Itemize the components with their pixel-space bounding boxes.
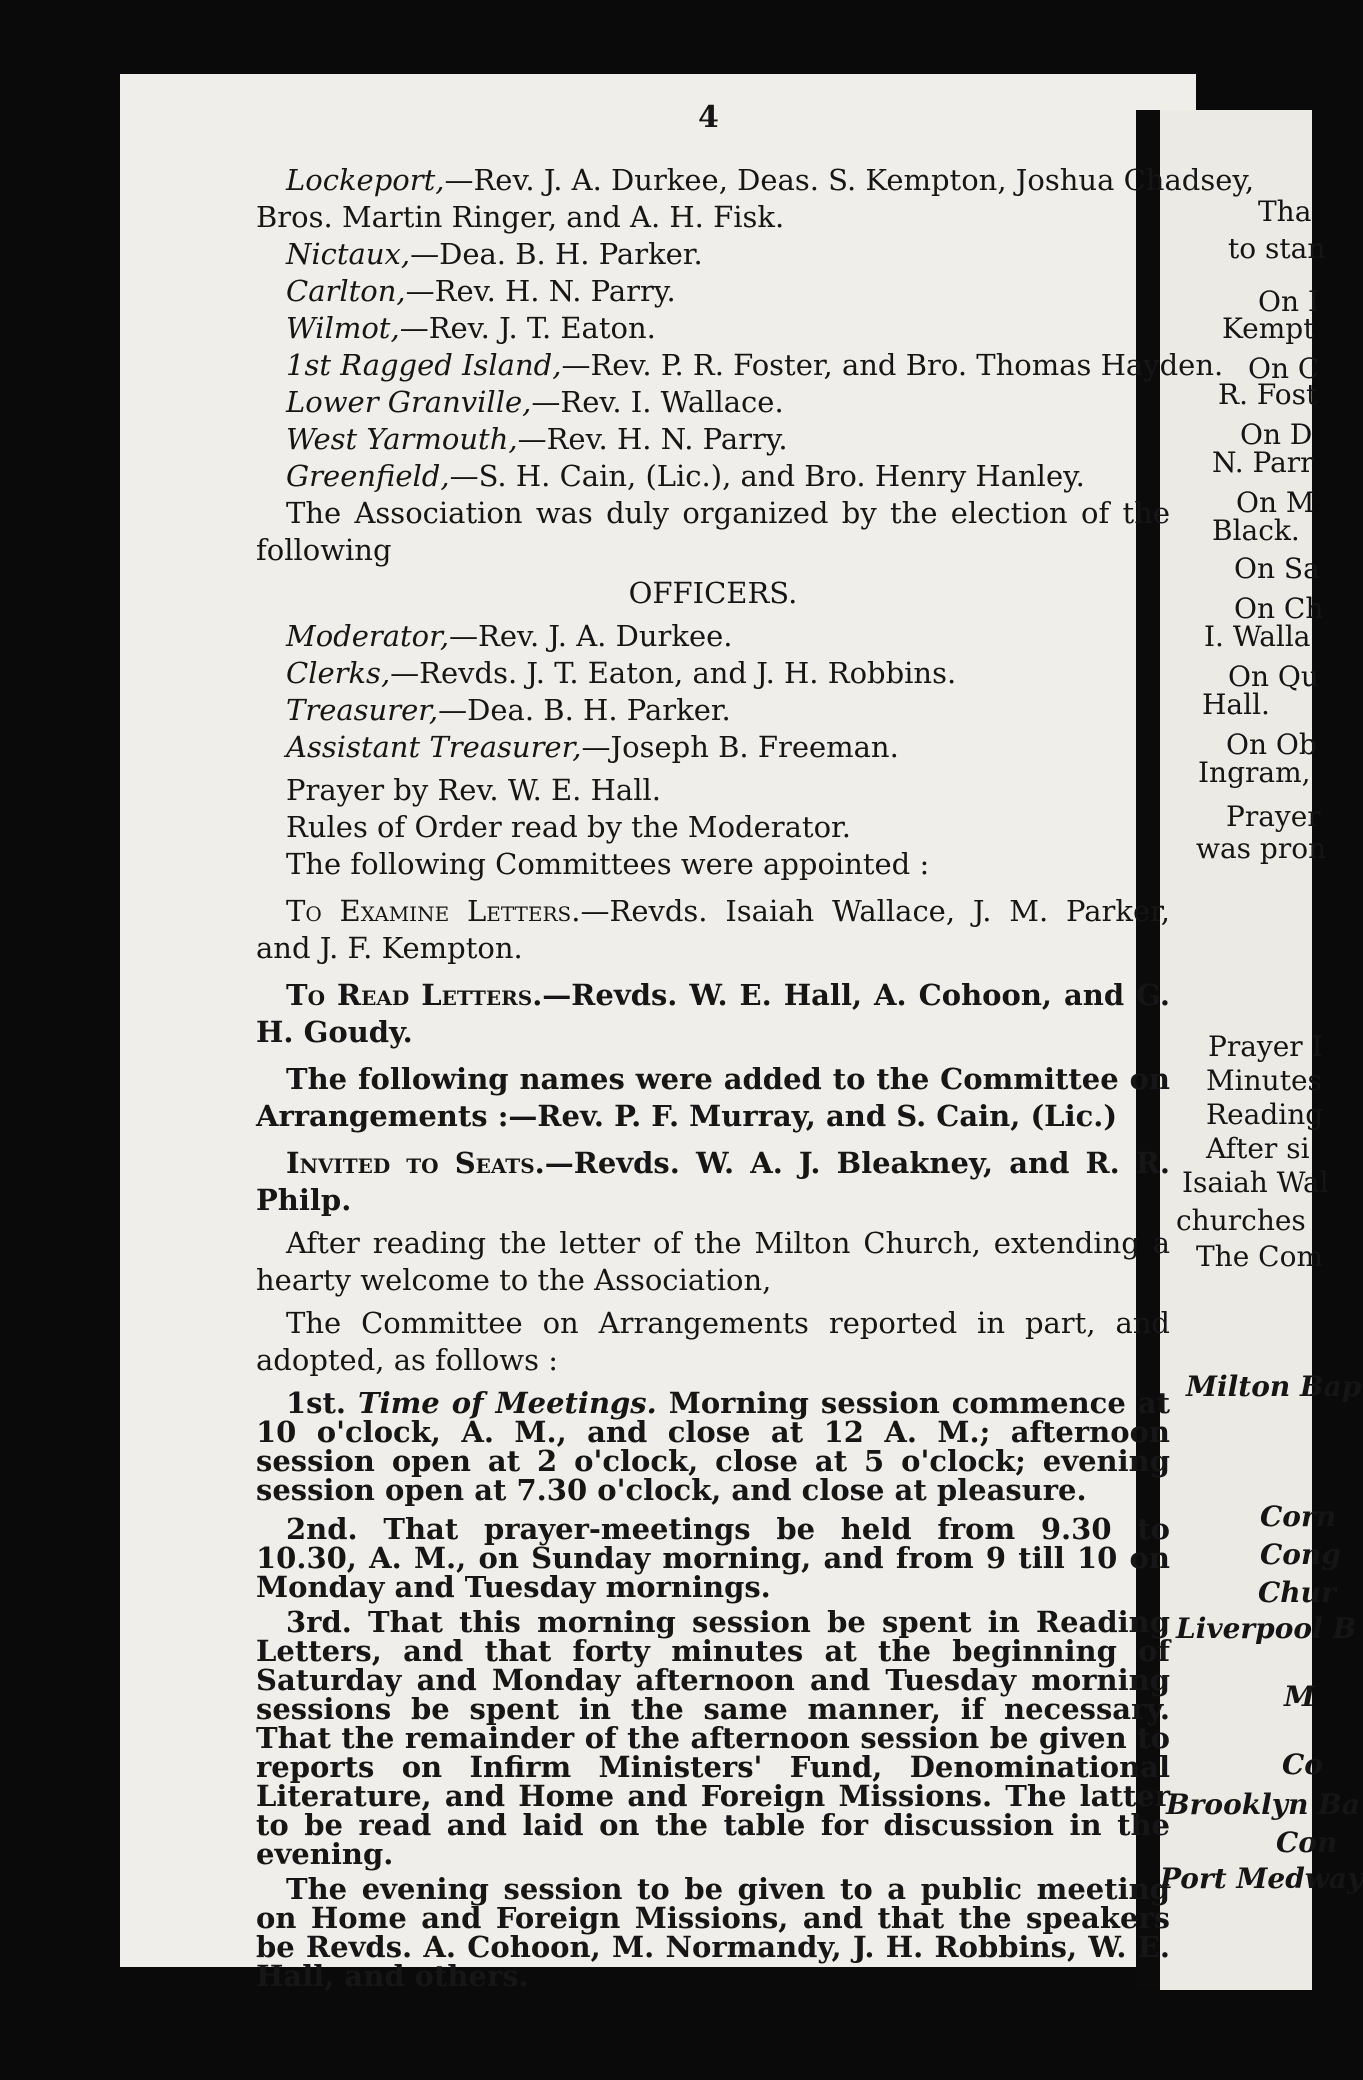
fragment: to stan <box>1228 232 1326 265</box>
examine-letters-paragraph: To Examine Letters.—Revds. Isaiah Wallace, J. M. Parker, and J. F. Kempton. <box>256 894 1171 965</box>
fragment: was pron <box>1196 832 1327 865</box>
fragment: R. Fost <box>1218 378 1318 411</box>
delegate-line: Wilmot,—Rev. J. T. Eaton. <box>286 311 656 345</box>
fragment: Port Medway <box>1160 1862 1363 1895</box>
added-names-paragraph: The following names were added to the Committee on Arrangements :—Rev. P. F. Murray, and S. Cain, (Lic.) <box>256 1062 1170 1133</box>
fragment: Liverpool B <box>1176 1612 1357 1645</box>
delegate-line: West Yarmouth,—Rev. H. N. Parry. <box>286 422 788 456</box>
invited-paragraph: Invited to Seats.—Revds. W. A. J. Bleakney, and R. R. Philp. <box>256 1146 1170 1217</box>
fragment: Tha <box>1258 195 1312 228</box>
item-3-paragraph: 3rd. That this morning session be spent in Reading Letters, and that forty minutes at the beginning of Saturday and Monday afternoon and Tuesday morning sessions be spent in the same manner, if necessary. That the remainder of the afternoon session be given to reports on Infirm Ministers' Fund, Denominational Literature, and Home and Foreign Missions. The latter to be read and laid on the table for discussion in the evening. <box>256 1605 1170 1871</box>
fragment: The Com <box>1196 1240 1324 1273</box>
fragment: Brooklyn Ba <box>1166 1788 1360 1821</box>
organized-paragraph: The Association was duly organized by the election of the following <box>256 496 1170 567</box>
fragment: churches <box>1176 1204 1306 1237</box>
fragment: On Ch <box>1234 592 1324 625</box>
delegate-line: Nictaux,—Dea. B. H. Parker. <box>286 237 703 271</box>
officers-list <box>256 618 1170 766</box>
fragment: On I <box>1258 285 1319 318</box>
fragment: On C <box>1248 352 1320 385</box>
milton-letter-paragraph: After reading the letter of the Milton Church, extending a hearty welcome to the Association, <box>256 1226 1170 1297</box>
fragment: Prayer I <box>1208 1030 1323 1063</box>
fragment: Con <box>1276 1826 1338 1859</box>
fragment: Milton Bap <box>1186 1370 1362 1403</box>
fragment: Cong <box>1260 1538 1341 1571</box>
fragment: I. Walla <box>1204 620 1311 653</box>
fragment: Isaiah Wal <box>1182 1166 1329 1199</box>
delegate-line: Carlton,—Rev. H. N. Parry. <box>286 274 676 308</box>
officer-line: Moderator,—Rev. J. A. Durkee. <box>286 619 733 653</box>
delegate-line: Lower Granville,—Rev. I. Wallace. <box>286 385 784 419</box>
fragment: On Sa <box>1234 552 1320 585</box>
arrangements-paragraph: The Committee on Arrangements reported in part, and adopted, as follows : <box>256 1306 1170 1377</box>
page-number: 4 <box>698 100 719 135</box>
fragment: Prayer <box>1226 800 1321 833</box>
fragment: Corn <box>1260 1500 1337 1533</box>
fragment: Black. <box>1212 514 1300 547</box>
fragment: On M <box>1236 486 1315 519</box>
item-1-paragraph: 1st. Time of Meetings. Morning session commence at 10 o'clock, A. M., and close at 12 A. M.; afternoon session open at 2 o'clock, close at 5 o'clock; evening session open at 7.30 o'clock, and close at pleasure. <box>256 1386 1170 1507</box>
committees-line: The following Committees were appointed : <box>286 847 930 881</box>
officer-line: Treasurer,—Dea. B. H. Parker. <box>286 693 731 727</box>
delegate-line: Lockeport,—Rev. J. A. Durkee, Deas. S. Kempton, Joshua Chadsey, <box>286 163 1255 197</box>
fragment: Ingram, <box>1198 756 1311 789</box>
fragment: M <box>1284 1680 1315 1713</box>
fragment: Reading <box>1206 1098 1324 1131</box>
officer-line: Assistant Treasurer,—Joseph B. Freeman. <box>286 730 899 764</box>
prayer-line: Prayer by Rev. W. E. Hall. <box>286 773 661 807</box>
read-letters-paragraph: To Read Letters.—Revds. W. E. Hall, A. Cohoon, and G. H. Goudy. <box>256 978 1170 1049</box>
fragment: Kempt <box>1222 312 1315 345</box>
fragment: On D <box>1240 418 1313 451</box>
item-2-paragraph: 2nd. That prayer-meetings be held from 9.30 to 10.30, A. M., on Sunday morning, and from 9 till 10 on Monday and Tuesday mornings. <box>256 1512 1170 1604</box>
fragment: On Ob <box>1226 728 1317 761</box>
delegate-line: Bros. Martin Ringer, and A. H. Fisk. <box>256 200 785 234</box>
fragment: Chur <box>1258 1576 1336 1609</box>
fragment: On Qu <box>1228 660 1319 693</box>
fragment: Co <box>1282 1748 1323 1781</box>
fragment: Hall. <box>1202 688 1270 721</box>
delegate-line: 1st Ragged Island,—Rev. P. R. Foster, and Bro. Thomas Hayden. <box>286 348 1224 382</box>
fragment: N. Parr <box>1212 446 1314 479</box>
delegates-list <box>256 162 1255 495</box>
evening-paragraph: The evening session to be given to a public meeting on Home and Foreign Missions, and that the speakers be Revds. A. Cohoon, M. Normandy, J. H. Robbins, W. E. Hall, and others. <box>256 1872 1170 1993</box>
officers-heading: OFFICERS. <box>628 576 798 610</box>
fragment: After si <box>1206 1132 1310 1165</box>
delegate-line: Greenfield,—S. H. Cain, (Lic.), and Bro. Henry Hanley. <box>286 459 1085 493</box>
officer-line: Clerks,—Revds. J. T. Eaton, and J. H. Robbins. <box>286 656 957 690</box>
rules-line: Rules of Order read by the Moderator. <box>286 810 851 844</box>
fragment: Minutes <box>1206 1064 1322 1097</box>
